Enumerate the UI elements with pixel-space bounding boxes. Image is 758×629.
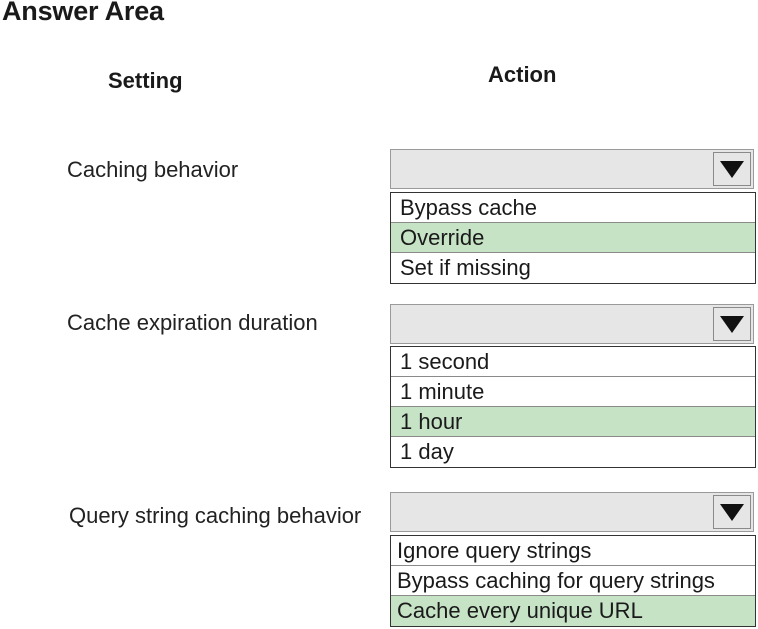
option-1-minute[interactable]: 1 minute (391, 377, 755, 407)
chevron-down-icon (720, 161, 744, 178)
cache-expiration-options (390, 346, 756, 468)
option-cache-every-unique-url[interactable]: Cache every unique URL (391, 596, 755, 626)
option-bypass-caching-query-strings[interactable]: Bypass caching for query strings (391, 566, 755, 596)
option-bypass-cache[interactable]: Bypass cache (391, 193, 755, 223)
option-set-if-missing[interactable]: Set if missing (400, 255, 531, 280)
cache-expiration-dropdown[interactable] (390, 304, 754, 344)
query-string-dropdown[interactable] (390, 492, 754, 532)
cache-expiration-dropdown-button[interactable] (713, 307, 751, 341)
setting-label-cache-expiration-duration: Cache expiration duration (67, 310, 318, 335)
action-column-header: Action (488, 62, 557, 87)
option-1-second[interactable]: 1 second (391, 347, 755, 377)
option-ignore-query-strings[interactable]: Ignore query strings (391, 536, 755, 566)
setting-label-query-string-caching: Query string caching behavior (69, 503, 362, 528)
setting-column-header: Setting (108, 68, 183, 93)
caching-behavior-options (390, 192, 756, 284)
setting-label-caching-behavior: Caching behavior (67, 157, 239, 182)
query-string-dropdown-button[interactable] (713, 495, 751, 529)
option-1-day[interactable]: 1 day (400, 439, 454, 464)
chevron-down-icon (720, 316, 744, 333)
caching-behavior-dropdown[interactable] (390, 149, 754, 189)
query-string-options (390, 535, 756, 627)
option-override[interactable]: Override (391, 223, 755, 253)
answer-area-title: Answer Area (2, 0, 164, 26)
caching-behavior-dropdown-button[interactable] (713, 152, 751, 186)
chevron-down-icon (720, 504, 744, 521)
option-1-hour[interactable]: 1 hour (391, 407, 755, 437)
